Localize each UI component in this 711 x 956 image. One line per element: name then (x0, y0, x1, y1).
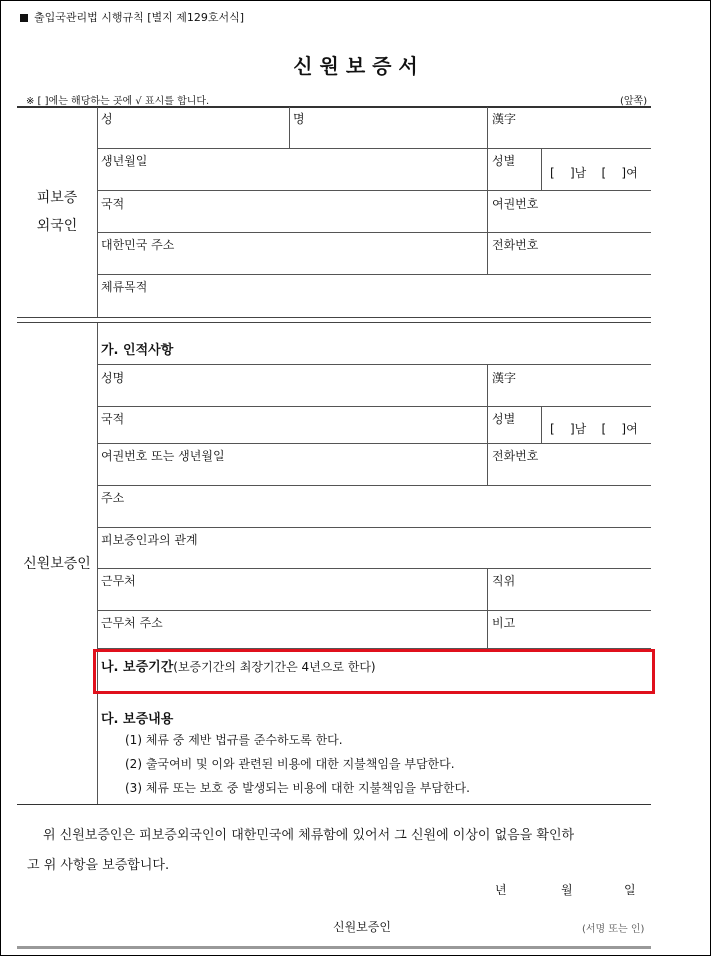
relationship-field[interactable]: 피보증인과의 관계 (101, 533, 198, 547)
row-line (98, 190, 651, 191)
part-c-title: 다. 보증내용 (101, 712, 174, 727)
guarantor-phone-field[interactable]: 전화번호 (492, 449, 539, 463)
row-line (98, 485, 651, 486)
form-id: 출입국관리법 시행규칙 [별지 제129호서식] (20, 9, 244, 25)
section2-bottom-line (17, 804, 651, 805)
row-line (98, 232, 651, 233)
phone-field[interactable]: 전화번호 (492, 238, 539, 252)
section1-top-line (17, 106, 651, 108)
position-field[interactable]: 직위 (492, 574, 516, 588)
guarantor-nationality-field[interactable]: 국적 (101, 412, 125, 426)
row-line (98, 148, 651, 149)
part-b-title: 나. 보증기간 (101, 660, 174, 675)
guarantee-item: (1) 체류 중 제반 법규를 준수하도록 한다. (125, 733, 343, 747)
birthdate-field[interactable]: 생년월일 (101, 154, 148, 168)
guarantor-name-field[interactable]: 성명 (101, 371, 125, 385)
guarantor-address-field[interactable]: 주소 (101, 491, 125, 505)
hanja-name-field[interactable]: 漢字 (492, 112, 517, 126)
date-day[interactable]: 일 (624, 883, 636, 897)
instruction-text: ※ [ ]에는 해당하는 곳에 √ 표시를 합니다. (26, 96, 210, 107)
sex-label: 성별 (492, 154, 516, 168)
given-name-field[interactable]: 명 (293, 112, 305, 126)
col-line (541, 148, 542, 190)
row-line (98, 406, 651, 407)
part-b-note: (보증기간의 최장기간은 4년으로 한다) (173, 660, 376, 674)
signature-hint[interactable]: (서명 또는 인) (582, 924, 645, 935)
remarks-field[interactable]: 비고 (492, 616, 516, 630)
row-line (98, 568, 651, 569)
section-separator (17, 322, 651, 323)
nationality-field[interactable]: 국적 (101, 197, 125, 211)
section1-divider (97, 107, 98, 318)
passport-number-field[interactable]: 여권번호 (492, 197, 539, 211)
row-line (98, 364, 651, 365)
row-line (98, 610, 651, 611)
stay-purpose-field[interactable]: 체류목적 (101, 280, 148, 294)
signer-label: 신원보증인 (333, 920, 391, 934)
korea-address-field[interactable]: 대한민국 주소 (101, 238, 175, 252)
col-line (487, 107, 488, 274)
guarantee-item: (3) 체류 또는 보호 중 발생되는 비용에 대한 지불책임을 부담한다. (125, 781, 470, 795)
page-title: 신 원 보 증 서 (293, 54, 418, 78)
section-label-guaranteed: 피보증 외국인 (36, 190, 78, 234)
surname-field[interactable]: 성 (101, 112, 113, 126)
declaration-line-1: 위 신원보증인은 피보증외국인이 대한민국에 체류함에 있어서 그 신원에 이상이 없음을 확인하 (43, 828, 575, 843)
guarantee-period-field[interactable] (101, 656, 376, 675)
date-year[interactable]: 년 (495, 883, 507, 897)
bottom-rule (17, 946, 651, 949)
guarantor-sex-checkboxes[interactable]: [ ]남 [ ]여 (550, 422, 638, 436)
col-line (487, 364, 488, 485)
section-separator (17, 317, 651, 318)
row-line (98, 443, 651, 444)
guarantor-hanja-field[interactable]: 漢字 (492, 371, 517, 385)
guarantee-item: (2) 출국여비 및 이와 관련된 비용에 대한 지불책임을 부담한다. (125, 757, 455, 771)
date-month[interactable]: 월 (561, 883, 573, 897)
section2-divider (97, 323, 98, 804)
col-line (541, 406, 542, 443)
guarantor-passport-birth-field[interactable]: 여권번호 또는 생년월일 (101, 449, 225, 463)
col-line (289, 107, 290, 148)
row-line (98, 274, 651, 275)
square-bullet-icon (20, 14, 28, 22)
row-line (98, 527, 651, 528)
front-side-label: (앞쪽) (620, 96, 648, 107)
workplace-address-field[interactable]: 근무처 주소 (101, 616, 163, 630)
guarantor-sex-label: 성별 (492, 412, 516, 426)
sex-checkboxes[interactable]: [ ]남 [ ]여 (550, 166, 638, 180)
section-label-guarantor: 신원보증인 (23, 556, 91, 572)
declaration-line-2: 고 위 사항을 보증합니다. (27, 858, 170, 873)
workplace-field[interactable]: 근무처 (101, 574, 136, 588)
part-a-title: 가. 인적사항 (101, 343, 174, 358)
col-line (487, 568, 488, 648)
